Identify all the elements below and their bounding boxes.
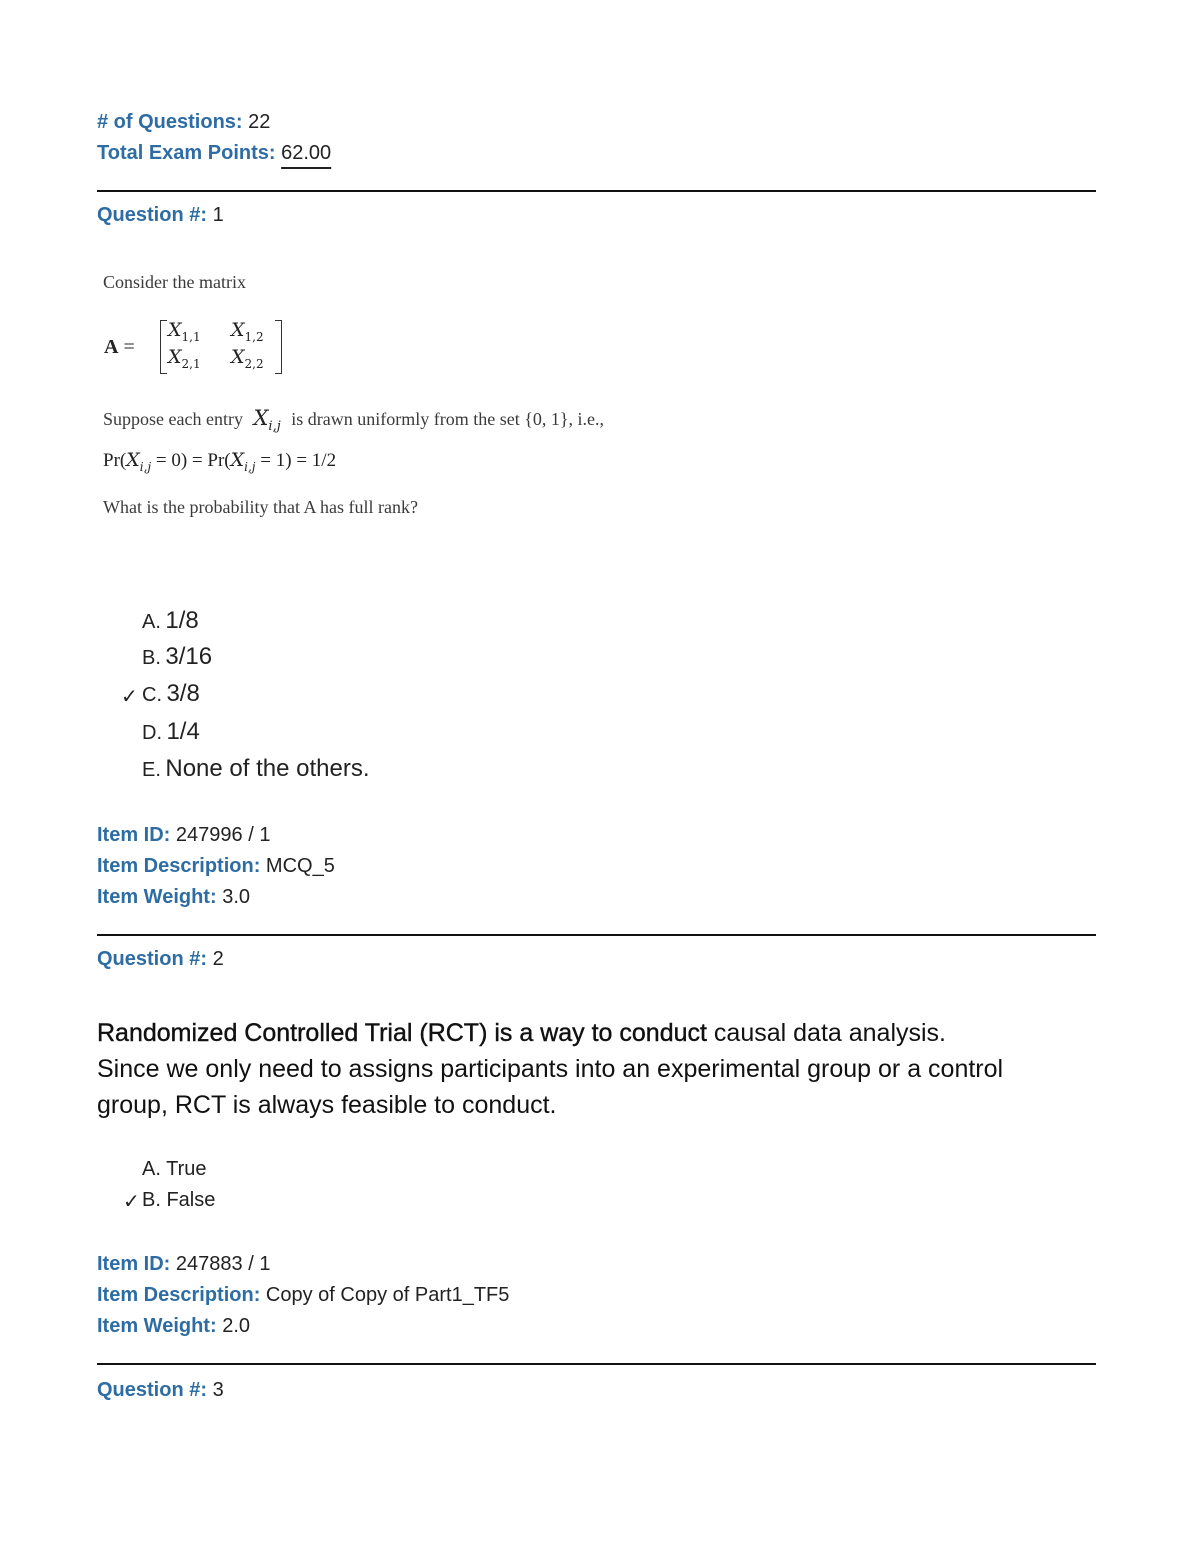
matrix-cell: $X_{2,2}$ <box>231 346 264 371</box>
option-text: True <box>166 1158 207 1180</box>
option-text: False <box>166 1189 216 1211</box>
item-weight-row <box>97 886 250 909</box>
total-points-row <box>97 142 331 165</box>
item-id-label: Item ID: <box>97 824 171 846</box>
option-text: 3/16 <box>165 643 213 670</box>
option-letter: E. <box>142 759 161 781</box>
question-number-label: Question #: <box>97 948 208 970</box>
item-weight-row <box>97 1315 250 1338</box>
option-text: 1/4 <box>166 718 200 745</box>
option-text: None of the others. <box>165 755 370 782</box>
answer-option-d <box>142 718 200 746</box>
item-weight-label: Item Weight: <box>97 886 217 908</box>
answer-option-a <box>142 607 199 635</box>
item-id-label: Item ID: <box>97 1253 171 1275</box>
question-number: 2 <box>212 948 224 970</box>
option-letter: B. <box>142 647 161 669</box>
total-points-value: 62.00 <box>281 142 332 164</box>
right-bracket <box>275 320 282 374</box>
matrix-label: A = <box>104 336 135 358</box>
num-questions-row <box>97 111 270 134</box>
question-number-label: Question #: <box>97 204 208 226</box>
item-description-value: Copy of Copy of Part1_TF5 <box>265 1284 510 1306</box>
item-description-row <box>97 855 335 878</box>
question-3-header <box>97 1379 224 1402</box>
item-weight-value: 2.0 <box>222 1315 251 1337</box>
question-2-header <box>97 948 224 971</box>
matrix-name: A <box>104 336 119 358</box>
total-points-label: Total Exam Points: <box>97 142 276 164</box>
answer-option-b <box>142 1189 215 1212</box>
question-number-label: Question #: <box>97 1379 208 1401</box>
item-id-row <box>97 824 270 847</box>
question-number: 3 <box>212 1379 224 1401</box>
matrix-cell: $X_{2,1}$ <box>168 346 201 371</box>
question-2-text <box>97 1015 1102 1123</box>
left-bracket <box>160 320 167 374</box>
item-description-label: Item Description: <box>97 855 261 877</box>
option-letter: A. <box>142 611 161 633</box>
divider <box>97 190 1096 192</box>
question-1-header <box>97 204 224 227</box>
matrix-A <box>160 318 282 376</box>
num-questions-value: 22 <box>248 111 271 133</box>
item-weight-value: 3.0 <box>222 886 251 908</box>
divider <box>97 1363 1096 1365</box>
answer-option-c <box>142 680 200 708</box>
question-2-text-line3: group, RCT is always feasible to conduct. <box>97 1091 557 1119</box>
item-description-label: Item Description: <box>97 1284 261 1306</box>
question-2-text-emphasis: Randomized Controlled Trial (RCT) is a way to conduct <box>97 1019 707 1047</box>
item-description-row <box>97 1284 509 1307</box>
entry-symbol: $X_{i,j}$ <box>253 406 281 435</box>
probability-equation: $Pr(X_{i,j} = 0) = Pr(X_{i,j} = 1) = 1/2$ <box>103 449 337 474</box>
answer-option-e <box>142 755 370 783</box>
question-number: 1 <box>212 204 224 226</box>
item-weight-label: Item Weight: <box>97 1315 217 1337</box>
answer-option-a <box>142 1158 207 1181</box>
option-letter: A. <box>142 1158 161 1180</box>
option-letter: C. <box>142 684 162 706</box>
divider <box>97 934 1096 936</box>
item-id-value: 247883 / 1 <box>175 1253 271 1275</box>
option-text: 1/8 <box>165 607 199 634</box>
answer-option-b <box>142 643 212 671</box>
item-id-row <box>97 1253 270 1276</box>
question-2-text-line2: Since we only need to assigns participants into an experimental group or a control <box>97 1055 1004 1083</box>
matrix-cell: $X_{1,1}$ <box>168 319 201 344</box>
option-letter: D. <box>142 722 162 744</box>
suppose-line <box>103 406 604 434</box>
num-questions-label: # of Questions: <box>97 111 243 133</box>
question-2-text-line1: causal data analysis. <box>713 1019 947 1047</box>
question-1-ask: What is the probability that A has full rank? <box>103 497 418 517</box>
correct-answer-check-icon: ✓ <box>121 686 138 708</box>
suppose-text-start: Suppose each entry <box>103 409 243 429</box>
option-letter: B. <box>142 1189 161 1211</box>
matrix-cell: $X_{1,2}$ <box>231 319 264 344</box>
item-description-value: MCQ_5 <box>265 855 335 877</box>
correct-answer-check-icon: ✓ <box>123 1191 140 1213</box>
item-id-value: 247996 / 1 <box>175 824 271 846</box>
suppose-text-end: is drawn uniformly from the set {0, 1}, i.e., <box>291 409 604 429</box>
question-1-intro: Consider the matrix <box>103 272 246 292</box>
option-text: 3/8 <box>166 680 200 707</box>
